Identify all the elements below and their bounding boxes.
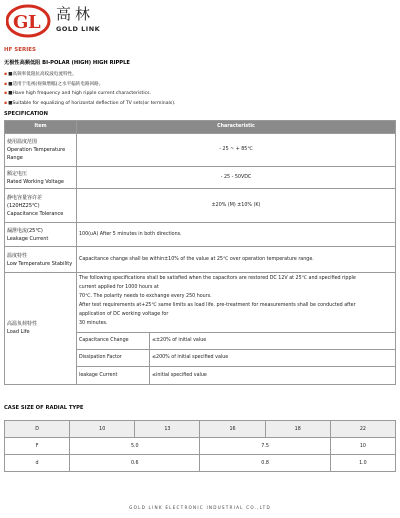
header-cell: 10: [70, 421, 135, 438]
value-cell: Capacitance change shall be within±10% of the value at 25℃ over operation temperature range.: [77, 247, 396, 273]
feature-item: ▪ ■高频率低阻抗高纹波电流特性。: [4, 70, 175, 80]
table-row: [5, 134, 396, 167]
table-row: [5, 455, 396, 472]
item-cell: 使用温度范围 Operation Temperature Range: [5, 134, 77, 167]
item-cell: 额定电压 Rated Working Voltage: [5, 167, 77, 189]
header-cell: 18: [265, 421, 330, 438]
value-cell: 5.0: [70, 438, 200, 455]
table-row: [5, 167, 396, 189]
criteria-row: leakage Current ≤initial specified value: [77, 367, 395, 384]
column-header-item: Item: [5, 121, 77, 134]
table-row: [5, 247, 396, 273]
case-size-heading: CASE SIZE OF RADIAL TYPE: [4, 405, 84, 411]
table-row: [5, 189, 396, 223]
series-title: HF SERIES: [4, 47, 36, 53]
table-header-row: [5, 421, 396, 438]
value-cell: 7.5: [200, 438, 330, 455]
table-row: [5, 438, 396, 455]
feature-item: ▪ ■Have high frequency and high ripple current characteristics.: [4, 89, 175, 99]
svg-text:L: L: [28, 12, 41, 33]
product-subtitle: 无极性高频低阻 BI-POLAR (HIGH) HIGH RIPPLE: [4, 60, 130, 66]
feature-item: ▪ ■适用于电视(视频增幅)之水平偏转电路回路。: [4, 80, 175, 90]
criteria-row: Dissipation Factor ≤200% of initial specified value: [77, 350, 395, 367]
feature-list: [4, 70, 175, 108]
value-cell: 1.0: [330, 455, 395, 472]
load-life-criteria-table: [77, 332, 395, 384]
value-cell: 10: [330, 438, 395, 455]
header-cell: 13: [135, 421, 200, 438]
row-label: d: [5, 455, 70, 472]
row-label: F: [5, 438, 70, 455]
specification-table: [4, 120, 396, 385]
footer-company: GOLD LINK ELECTRONIC INDUSTRIAL CO.,LTD: [129, 505, 271, 510]
brand-name-chinese: 高林: [56, 5, 95, 23]
feature-item: ▪ ■Suitable for equalizing of horizontal deflection of TV sets(or terminals).: [4, 99, 175, 109]
item-cell: 高温负荷特性 Load Life: [5, 273, 77, 385]
value-cell: - 25 ~ + 85℃: [77, 134, 396, 167]
column-header-characteristic: Characteristic: [77, 121, 396, 134]
value-cell: ±20% (M) ±10% (K): [77, 189, 396, 223]
specification-heading: SPECIFICATION: [4, 111, 48, 117]
header-cell: 22: [330, 421, 395, 438]
load-life-description: The following specifications shall be satisfied when the capacitors are restored DC 12V at 25℃ and specified ripple current applied for 1000 hours at 70℃. The polarity needs to exchange every 250 hours. After test requirements at+25℃ same limits as load life. pre-treatment for measurements shall be conducted after application of DC working voltage for 30 minutes.: [79, 276, 356, 326]
table-row-load-life: [5, 273, 396, 385]
value-cell: 0.6: [70, 455, 200, 472]
item-cell: 温度特性 Low Temperature Stability: [5, 247, 77, 273]
item-cell: 静电容量容许差 (120HZ25℃) Capacitance Tolerance: [5, 189, 77, 223]
header-cell: D: [5, 421, 70, 438]
value-cell: 100(uA) After 5 minutes in both directions.: [77, 223, 396, 247]
criteria-row: Capacitance Change ≤±20% of initial value: [77, 333, 395, 350]
brand-name-english: GOLD LINK: [56, 25, 101, 33]
header-cell: 16: [200, 421, 265, 438]
value-cell: 0.8: [200, 455, 330, 472]
value-cell: - 25 - 50VDC: [77, 167, 396, 189]
load-life-cell: [77, 273, 396, 385]
item-cell: 漏泄电流(25℃) Leakage Current: [5, 223, 77, 247]
table-row: [5, 223, 396, 247]
svg-text:G: G: [13, 12, 29, 33]
case-size-table: [4, 420, 396, 472]
